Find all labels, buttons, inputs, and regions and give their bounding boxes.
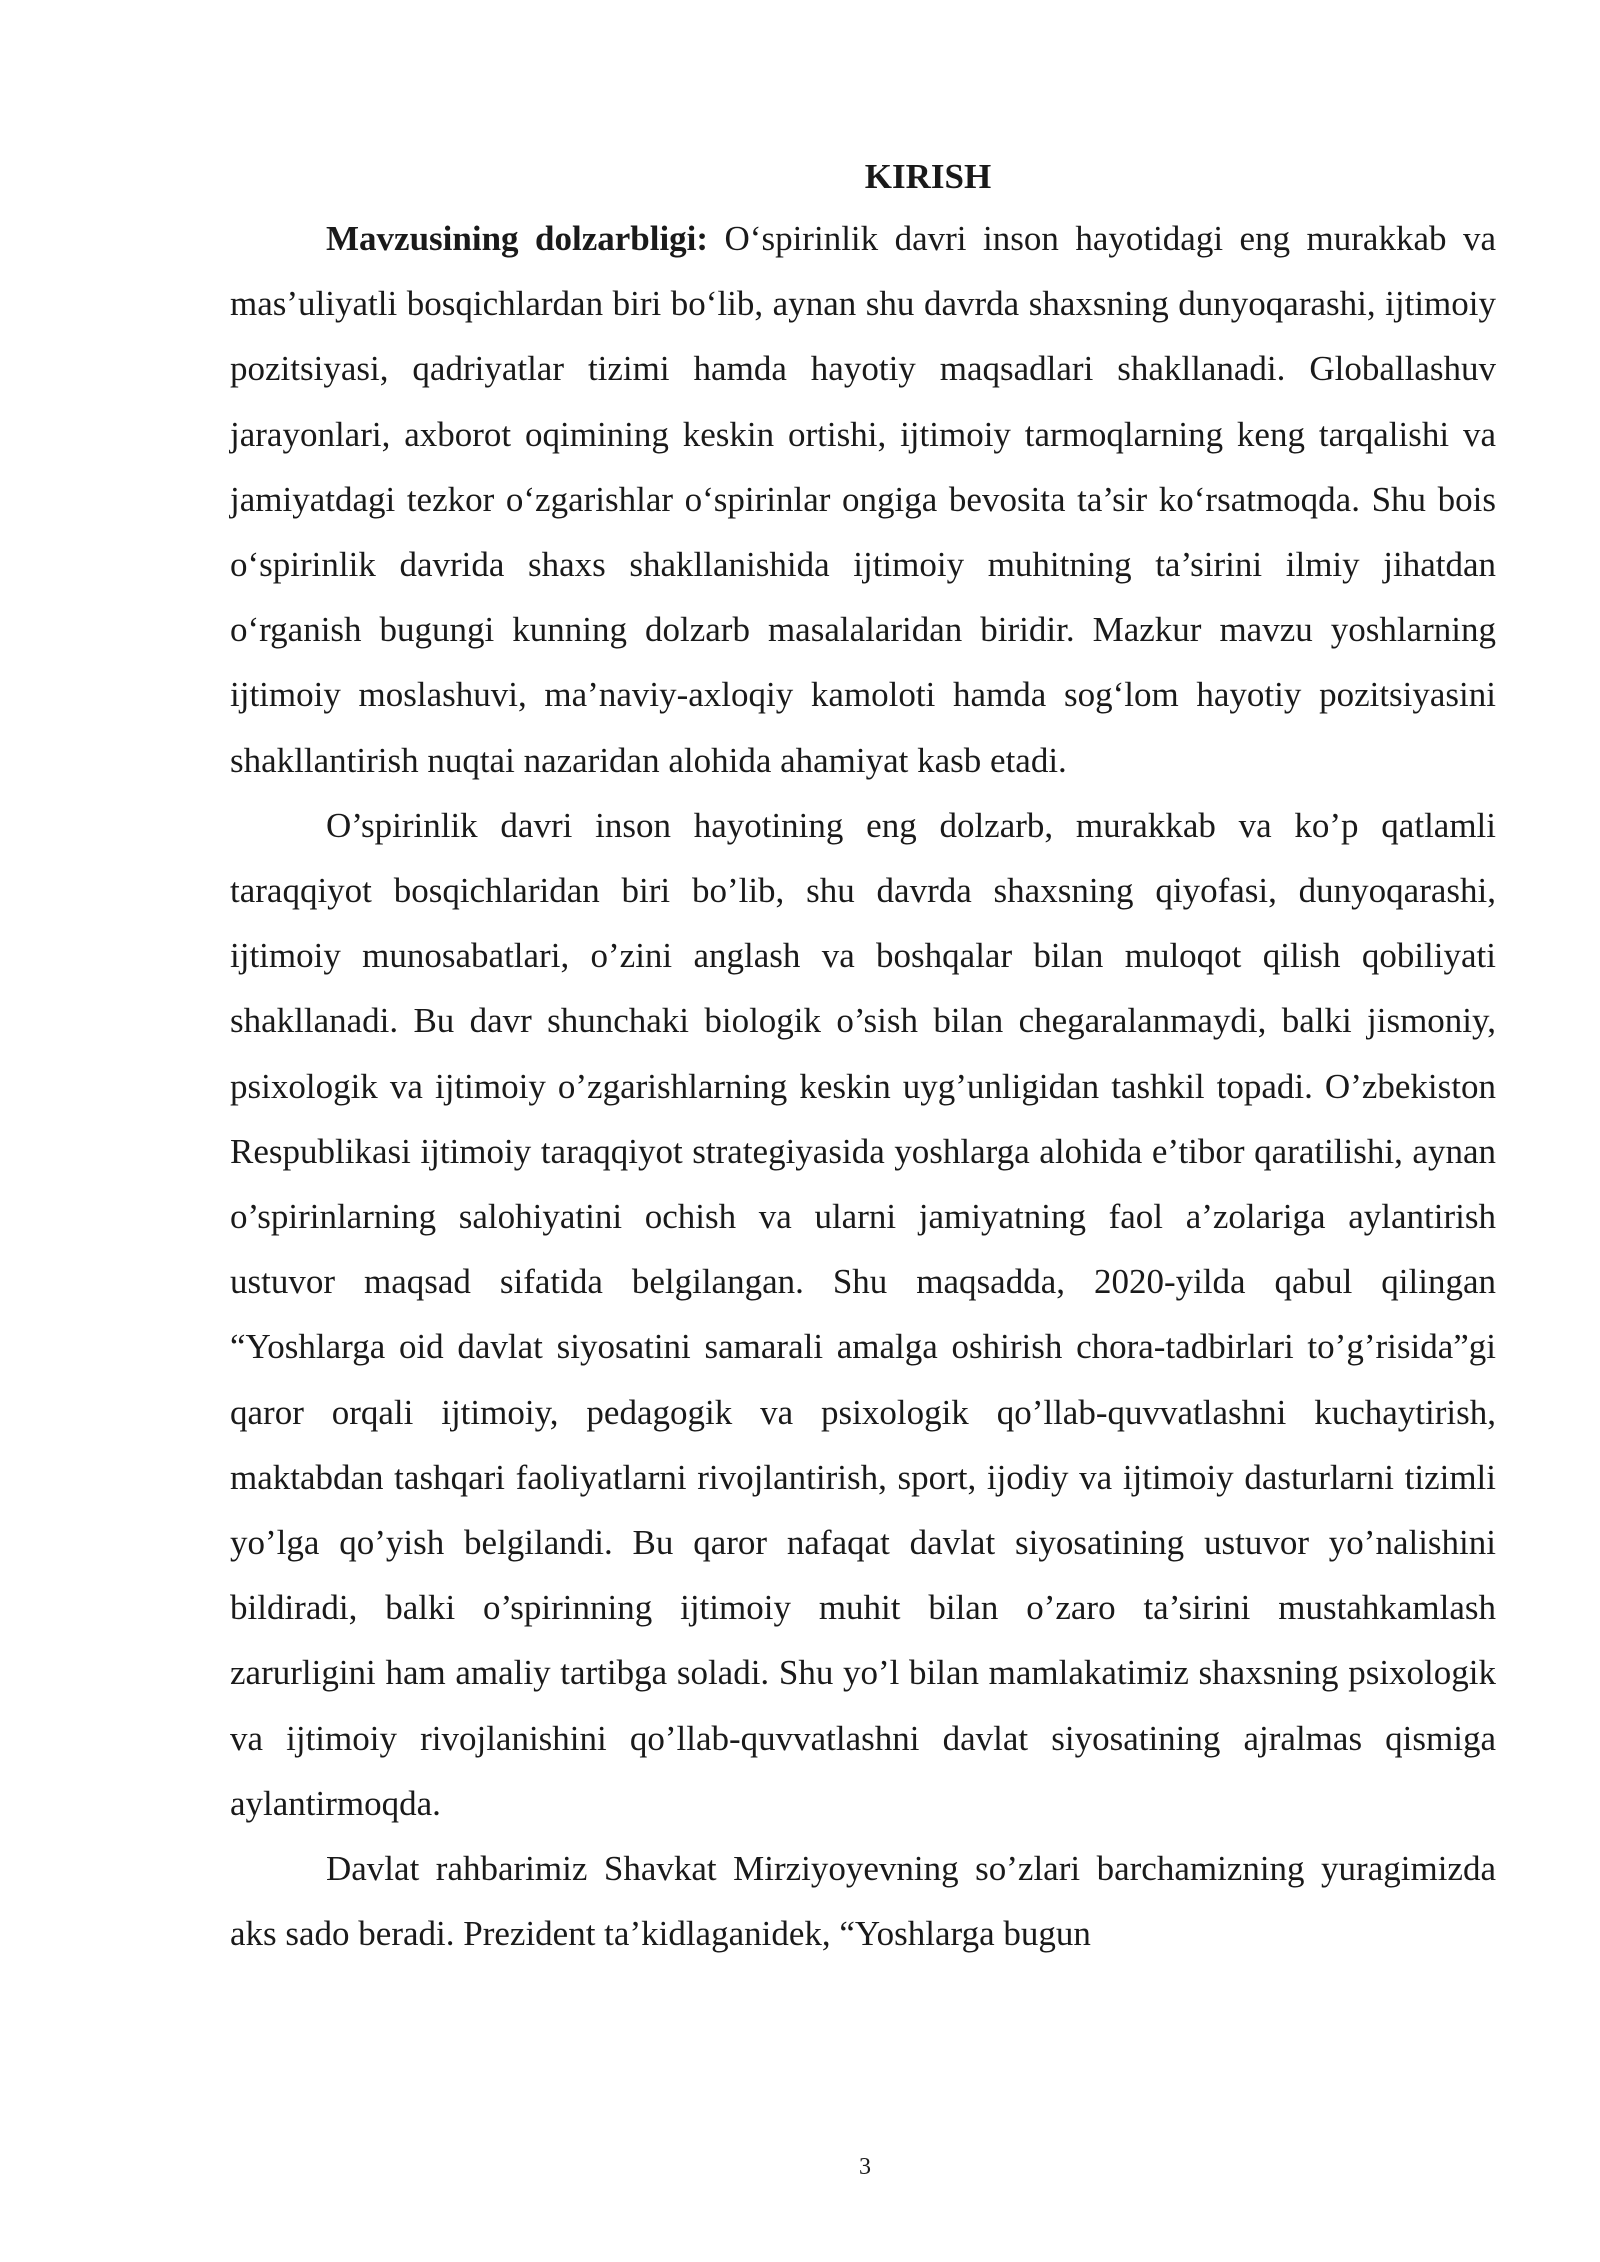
page-content bbox=[230, 148, 1496, 1966]
paragraph-text: Davlat rahbarimiz Shavkat Mirziyoyevning so’zlari barchamizning yuragimizda aks sado beradi. Prezident ta’kidlaganidek, “Yoshlarga bugun bbox=[230, 1849, 1496, 1954]
paragraph-president-quote bbox=[230, 1836, 1496, 1966]
page-number: 3 bbox=[859, 2154, 871, 2180]
page-title: KIRISH bbox=[864, 157, 992, 196]
paragraph-adolescence bbox=[230, 793, 1496, 1836]
paragraph-relevance bbox=[230, 206, 1496, 793]
paragraph-text: O‘spirinlik davri inson hayotidagi eng murakkab va mas’uliyatli bosqichlardan biri bo‘lib, aynan shu davrda shaxsning dunyoqarashi, ijtimoiy pozitsiyasi, qadriyatlar tizimi hamda hayotiy maqsadlari shakllanadi. Globallashuv jarayonlari, axborot oqimining keskin ortishi, ijtimoiy tarmoqlarning keng tarqalishi va jamiyatdagi tezkor o‘zgarishlar o‘spirinlar ongiga bevosita ta’sir ko‘rsatmoqda. Shu bois o‘spirinlik davrida shaxs shakllanishida ijtimoiy muhitning ta’sirini ilmiy jihatdan o‘rganish bugungi kunning dolzarb masalalaridan biridir. Mazkur mavzu yoshlarning ijtimoiy moslashuvi, ma’naviy-axloqiy kamoloti hamda sog‘lom hayotiy pozitsiyasini shakllantirish nuqtai nazaridan alohida ahamiyat kasb etadi. bbox=[230, 219, 1496, 780]
paragraph-lead: Mavzusining dolzarbligi: bbox=[326, 219, 709, 258]
paragraph-text: O’spirinlik davri inson hayotining eng dolzarb, murakkab va ko’p qatlamli taraqqiyot bosqichlaridan biri bo’lib, shu davrda shaxsning qiyofasi, dunyoqarashi, ijtimoiy munosabatlari, o’zini anglash va boshqalar bilan muloqot qilish qobiliyati shakllanadi. Bu davr shunchaki biologik o’sish bilan chegaralanmaydi, balki jismoniy, psixologik va ijtimoiy o’zgarishlarning keskin uyg’unligidan tashkil topadi. O’zbekiston Respublikasi ijtimoiy taraqqiyot strategiyasida yoshlarga alohida e’tibor qaratilishi, aynan o’spirinlarning salohiyatini ochish va ularni jamiyatning faol a’zolariga aylantirish ustuvor maqsad sifatida belgilangan. Shu maqsadda, 2020-yilda qabul qilingan “Yoshlarga oid davlat siyosatini samarali amalga oshirish chora-tadbirlari to’g’risida”gi qaror orqali ijtimoiy, pedagogik va psixologik qo’llab-quvvatlashni kuchaytirish, maktabdan tashqari faoliyatlarni rivojlantirish, sport, ijodiy va ijtimoiy dasturlarni tizimli yo’lga qo’yish belgilandi. Bu qaror nafaqat davlat siyosatining ustuvor yo’nalishini bildiradi, balki o’spirinning ijtimoiy muhit bilan o’zaro ta’sirini mustahkamlash zarurligini ham amaliy tartibga soladi. Shu yo’l bilan mamlakatimiz shaxsning psixologik va ijtimoiy rivojlanishini qo’llab-quvvatlashni davlat siyosatining ajralmas qismiga aylantirmoqda. bbox=[230, 805, 1496, 1823]
